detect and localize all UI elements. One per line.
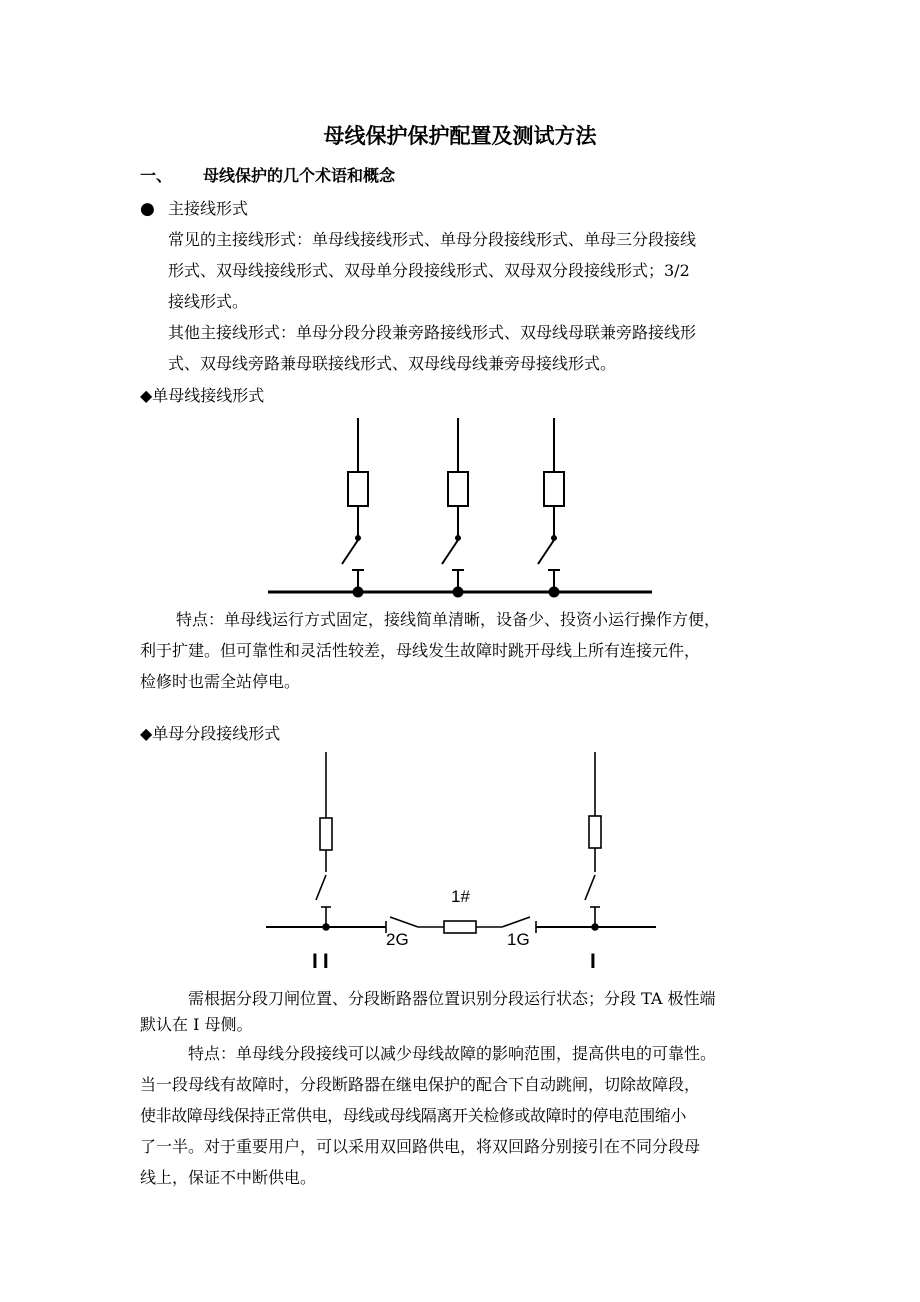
section-note xyxy=(140,986,716,1038)
text-line: 形式、双母线接线形式、双母单分段接线形式、双母双分段接线形式；3/2 xyxy=(168,261,690,280)
bullet-dot-icon: ● xyxy=(140,199,155,219)
feeder-bay xyxy=(342,418,368,597)
text-line: 常见的主接线形式：单母线接线形式、单母分段接线形式、单母三分段接线 xyxy=(168,230,697,249)
text-line: 检修时也需全站停电。 xyxy=(140,672,301,691)
left-feeder xyxy=(316,752,332,930)
text-line: 使非故障母线保持正常供电，母线或母线隔离开关检修或故障时的停电范围缩小 xyxy=(140,1106,687,1125)
feeder-bay xyxy=(442,418,468,597)
bullet-heading xyxy=(140,193,248,225)
sectioned-bus-heading: ◆单母分段接线形式 xyxy=(140,724,281,743)
document-title: 母线保护保护配置及测试方法 xyxy=(323,124,597,148)
section-number: 一、 xyxy=(140,166,173,185)
bullet-title: 主接线形式 xyxy=(168,199,249,218)
switch-2g-label: 2G xyxy=(386,930,409,949)
section-heading xyxy=(140,163,395,186)
breaker-label: 1# xyxy=(451,887,470,906)
text-line: 式、双母线旁路兼母联接线形式、双母线母线兼旁母接线形式。 xyxy=(168,354,617,373)
single-bus-diagram xyxy=(268,418,652,597)
single-bus-heading: ◆单母线接线形式 xyxy=(140,386,265,405)
text-line: 特点：单母线运行方式固定，接线简单清晰，设备少、投资小运行操作方便， xyxy=(176,610,721,629)
bus-i-label: I xyxy=(590,950,596,973)
switch-1g-label: 1G xyxy=(507,930,530,949)
text-line: 特点：单母线分段接线可以减少母线故障的影响范围，提高供电的可靠性。 xyxy=(188,1044,717,1063)
feeder-bay xyxy=(538,418,564,597)
right-feeder xyxy=(585,752,601,930)
text-line: 线上，保证不中断供电。 xyxy=(140,1168,317,1187)
single-bus-features xyxy=(140,604,802,697)
text-line: 利于扩建。但可靠性和灵活性较差，母线发生故障时跳开母线上所有连接元件， xyxy=(140,641,701,660)
other-forms-paragraph xyxy=(168,317,808,379)
common-forms-paragraph xyxy=(168,224,808,317)
bus-ii-label: II xyxy=(312,950,334,973)
text-line: 接线形式。 xyxy=(168,292,249,311)
text-line: 其他主接线形式：单母分段分段兼旁路接线形式、双母线母联兼旁路接线形 xyxy=(168,323,697,342)
section-title: 母线保护的几个术语和概念 xyxy=(203,166,396,185)
text-line: 默认在 I 母侧。 xyxy=(140,1015,253,1034)
section-breaker-1# xyxy=(444,921,476,933)
text-line: 当一段母线有故障时，分段断路器在继电保护的配合下自动跳闸，切除故障段， xyxy=(140,1075,701,1094)
text-line: 需根据分段刀闸位置、分段断路器位置识别分段运行状态；分段 TA 极性端 xyxy=(188,989,716,1008)
sectioned-features xyxy=(140,1038,800,1193)
text-line: 了一半。对于重要用户，可以采用双回路供电，将双回路分别接引在不同分段母 xyxy=(140,1137,701,1156)
